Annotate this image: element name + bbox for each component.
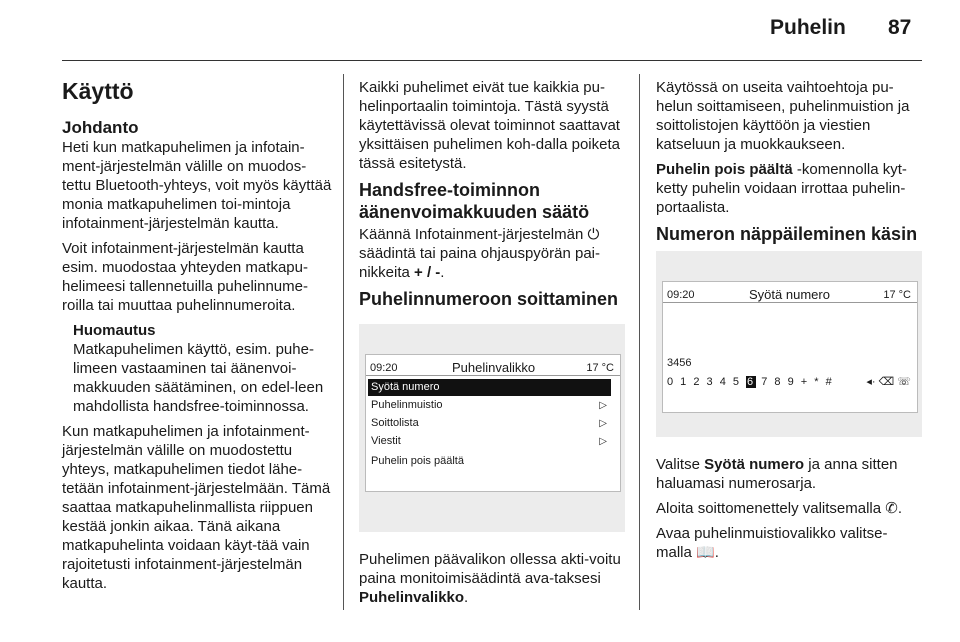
phonebook-icon: 📖 (696, 544, 715, 561)
menu-item-phone-off[interactable]: Puhelin pois päältä (371, 455, 464, 467)
menu-item-label: Soittolista (371, 417, 419, 429)
data-transfer-paragraph: Kun matkapuhelimen ja infotainment-järjestelmän välille on muodostettu yhteys, matkapuhelimen tiedot lähe-tetään infotainment-järjestelmään. Tämä saattaa matkapuhelinmallista riippuen kestää jonkin aikaa. Tänä aikana matkapuhelinta voidaan käyt-tää vain rajoitetusti infotainment-järjestelmän kautta. (62, 423, 331, 592)
handsfree-text-a: Käännä Infotainment-järjestelmän (359, 226, 588, 243)
handsfree-text-b: säädintä tai paina ohjauspyörän pai-nikkeita (359, 245, 601, 281)
open-menu-text-c: . (464, 589, 469, 606)
menu-item-enter-number[interactable]: Syötä numero (368, 379, 611, 396)
phone-menu-screen (365, 354, 621, 492)
menu-item-messages[interactable] (368, 433, 611, 450)
page-number: 87 (888, 16, 912, 39)
select-text-a: Valitse (656, 456, 705, 473)
submenu-arrow-icon: ▷ (599, 436, 607, 447)
digits-left: 0 1 2 3 4 5 (667, 376, 747, 388)
phone-menu-screenshot (359, 324, 625, 532)
screen-title: Puhelinvalikko (452, 360, 536, 375)
note-box (62, 321, 334, 416)
column-divider-1 (343, 74, 344, 610)
digit-selected[interactable]: 6 (747, 376, 756, 388)
column-1 (62, 74, 334, 599)
digit-speller[interactable] (667, 373, 834, 392)
support-paragraph: Kaikki puhelimet eivät tue kaikkia pu-helinportaalin toimintoja. Tästä syystä käytettävissä olevat toiminnot saattavat yksittäisen puhelimen koh-dalla poiketa tässä esitetystä. (359, 79, 620, 172)
number-entry-screenshot (656, 251, 922, 437)
screen-title: Syötä numero (749, 287, 830, 302)
entered-number: 3456 (667, 357, 692, 369)
select-enter-number-paragraph (656, 455, 922, 493)
menu-item-phonebook[interactable] (368, 397, 611, 414)
select-bold: Syötä numero (704, 456, 805, 473)
open-menu-text-a: Puhelimen päävalikon ollessa akti-voitu paina monitoimisäädintä ava-taksesi (359, 551, 621, 587)
handsfree-buttons: + / - (414, 264, 441, 281)
menu-item-label: Puhelinmuistio (371, 399, 443, 411)
digits-right: 7 8 9 + * # (756, 376, 834, 388)
screen-temperature: 17 °C (586, 362, 614, 374)
action-keys[interactable]: ◂· ⌫ ☏ (866, 376, 911, 388)
handsfree-text-c: . (440, 264, 445, 281)
screen-header-rule (663, 302, 917, 303)
column-2 (359, 78, 625, 613)
column-3 (656, 78, 922, 568)
handsfree-paragraph (359, 225, 625, 282)
page-header-title: Puhelin (770, 16, 846, 39)
open-phone-menu-paragraph (359, 550, 625, 607)
dial-heading: Puhelinnumeroon soittaminen (359, 289, 619, 309)
menu-item-call-list[interactable] (368, 415, 611, 432)
intro-heading: Johdanto (62, 118, 139, 137)
column-divider-2 (639, 74, 640, 610)
open-menu-bold: Puhelinvalikko (359, 589, 465, 606)
screen-header-rule (366, 375, 620, 376)
phone-off-bold: Puhelin pois päältä (656, 161, 793, 178)
note-title: Huomautus (73, 322, 156, 339)
submenu-arrow-icon: ▷ (599, 400, 607, 411)
start-call-text-b: . (897, 500, 903, 517)
manual-entry-heading: Numeron näppäileminen käsin (656, 224, 918, 244)
note-text: Matkapuhelimen käyttö, esim. puhe-limeen vastaaminen tai äänenvoi-makkuuden säätäminen, on edel-leen mahdollista handsfree-toiminnossa. (73, 341, 324, 415)
intro-paragraph: Heti kun matkapuhelimen ja infotain-ment-järjestelmän välille on muodos-tettu Bluetooth-yhteys, voit myös käyttää monia matkapuhelimen toi-mintoja infotainment-järjestelmän kautta. (62, 139, 332, 232)
phonebook-text-a: Avaa puhelinmuistiovalikko valitse-malla (656, 525, 888, 561)
screen-time: 09:20 (667, 289, 695, 301)
phone-call-icon: ✆ (885, 500, 898, 517)
start-call-text-a: Aloita soittomenettely valitsemalla (656, 500, 886, 517)
menu-item-label: Viestit (371, 435, 401, 447)
phone-off-paragraph (656, 160, 922, 217)
start-call-paragraph (656, 499, 922, 518)
number-entry-screen (662, 281, 918, 413)
options-paragraph: Käytössä on useita vaihtoehtoja pu-helun soittamiseen, puhelinmuistion ja soittolistojen käyttöön ja viestien katseluun ja muokkaukseen. (656, 79, 910, 153)
select-text-b: ja anna sitten haluamasi numerosarja. (656, 456, 898, 492)
submenu-arrow-icon: ▷ (599, 418, 607, 429)
section-title: Käyttö (62, 78, 134, 104)
connect-paragraph: Voit infotainment-järjestelmän kautta esim. muodostaa yhteyden matkapu-helimeesi tallennetuilla puhelinnume-roilla tai muuttaa puhelinnumeroita. (62, 240, 308, 314)
open-phonebook-paragraph (656, 524, 922, 562)
phonebook-text-b: . (714, 544, 719, 561)
handsfree-heading: Handsfree-toiminnon äänenvoimakkuuden säätö (359, 180, 590, 222)
phone-off-rest: -komennolla kyt-ketty puhelin voidaan irrottaa puhelin-portaalista. (656, 161, 907, 216)
power-knob-icon: ⏻ (587, 226, 600, 243)
screen-time: 09:20 (370, 362, 398, 374)
header-rule (62, 60, 922, 61)
screen-temperature: 17 °C (883, 289, 911, 301)
